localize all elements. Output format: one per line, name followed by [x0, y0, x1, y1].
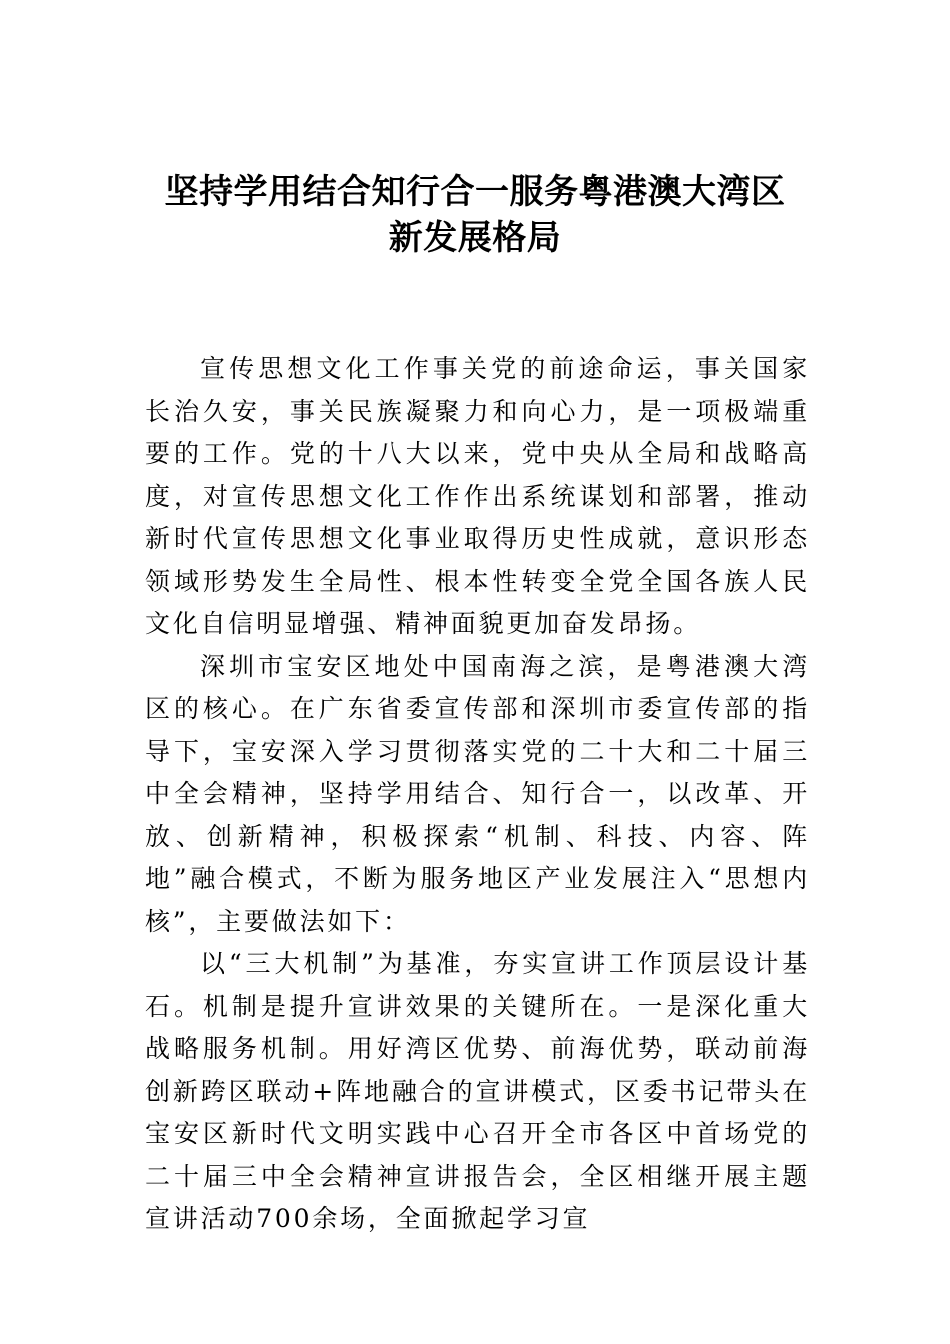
- paragraph-2: 深圳市宝安区地处中国南海之滨，是粤港澳大湾区的核心。在广东省委宣传部和深圳市委宣传部的指导下，宝安深入学习贯彻落实党的二十大和二十届三中全会精神，坚持学用结合、知行合一，以改革、开放、创新精神，积极探索“机制、科技、内容、阵地”融合模式，不断为服务地区产业发展注入“思想内核”，主要做法如下：: [145, 651, 810, 936]
- paragraph-3: 以“三大机制”为基准，夯实宣讲工作顶层设计基石。机制是提升宣讲效果的关键所在。一是深化重大战略服务机制。用好湾区优势、前海优势，联动前海创新跨区联动+阵地融合的宣讲模式，区委书记带头在宝安区新时代文明实践中心召开全市各区中首场党的二十届三中全会精神宣讲报告会，全区相继开展主题宣讲活动700余场，全面掀起学习宣: [145, 949, 810, 1233]
- document-title-line-2: 新发展格局: [388, 218, 562, 258]
- document-body: [145, 348, 810, 1241]
- paragraph-1: 宣传思想文化工作事关党的前途命运，事关国家长治久安，事关民族凝聚力和向心力，是一项极端重要的工作。党的十八大以来，党中央从全局和战略高度，对宣传思想文化工作作出系统谋划和部署，推动新时代宣传思想文化事业取得历史性成就，意识形态领域形势发生全局性、根本性转变全党全国各族人民文化自信明显增强、精神面貌更加奋发昂扬。: [145, 354, 810, 638]
- document-title-line-1: 坚持学用结合知行合一服务粤港澳大湾区: [164, 172, 786, 212]
